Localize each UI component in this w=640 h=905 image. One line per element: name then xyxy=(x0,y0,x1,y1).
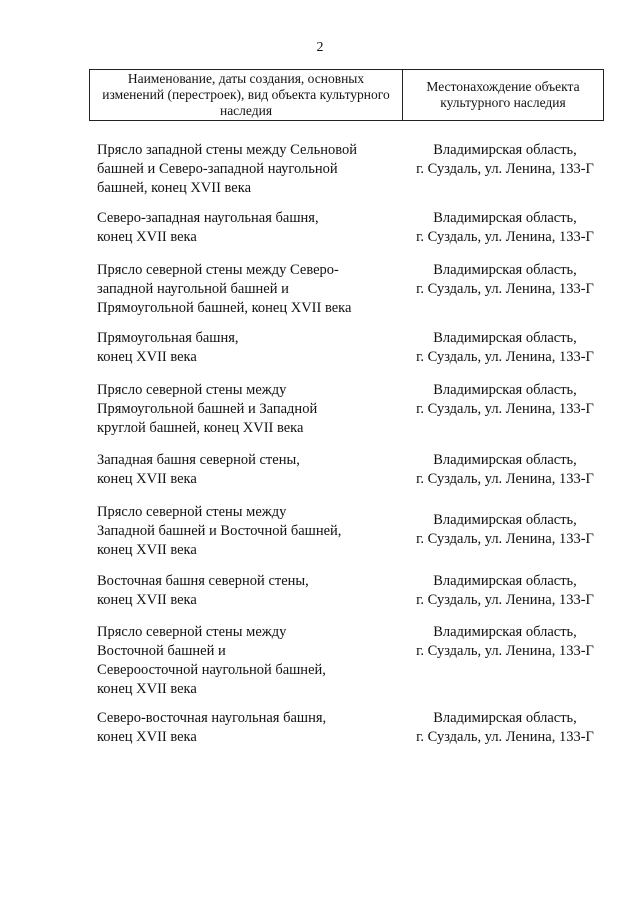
object-name: Прясло северной стены между Восточной башней и Североосточной наугольной башней, конец XVII века xyxy=(97,624,326,697)
object-name: Прясло северной стены между Западной башней и Восточной башней, конец XVII века xyxy=(97,504,342,558)
table-header xyxy=(89,69,604,121)
object-location: Владимирская область, г. Суздаль, ул. Ленина, 133-Г xyxy=(416,262,594,297)
object-location: Владимирская область, г. Суздаль, ул. Ленина, 133-Г xyxy=(416,330,594,365)
object-location: Владимирская область, г. Суздаль, ул. Ленина, 133-Г xyxy=(416,710,594,745)
object-name: Северо-западная наугольная башня, конец XVII века xyxy=(97,210,319,245)
header-location-column xyxy=(403,70,603,120)
object-location: Владимирская область, г. Суздаль, ул. Ленина, 133-Г xyxy=(416,452,594,487)
object-location: Владимирская область, г. Суздаль, ул. Ленина, 133-Г xyxy=(416,210,594,245)
object-location: Владимирская область, г. Суздаль, ул. Ленина, 133-Г xyxy=(416,382,594,417)
object-name: Северо-восточная наугольная башня, конец XVII века xyxy=(97,710,327,745)
object-location: Владимирская область, г. Суздаль, ул. Ленина, 133-Г xyxy=(416,142,594,177)
page-number: 2 xyxy=(316,40,324,55)
header-name-label: Наименование, даты создания, основных изменений (перестроек), вид объекта культурного наследия xyxy=(102,71,390,118)
object-name: Прямоугольная башня, конец XVII века xyxy=(97,330,239,365)
object-location: Владимирская область, г. Суздаль, ул. Ленина, 133-Г xyxy=(416,512,594,547)
object-name: Восточная башня северной стены, конец XVII века xyxy=(97,573,309,608)
header-location-label: Местонахождение объекта культурного наследия xyxy=(426,79,580,110)
object-name: Прясло северной стены между Северо- западной наугольной башней и Прямоугольной башней, конец XVII века xyxy=(97,262,352,316)
object-location: Владимирская область, г. Суздаль, ул. Ленина, 133-Г xyxy=(416,624,594,659)
object-location: Владимирская область, г. Суздаль, ул. Ленина, 133-Г xyxy=(416,573,594,608)
object-name: Западная башня северной стены, конец XVII века xyxy=(97,452,300,487)
object-name: Прясло западной стены между Сельновой башней и Северо-западной наугольной башней, конец XVII века xyxy=(97,142,357,196)
object-name: Прясло северной стены между Прямоугольной башней и Западной круглой башней, конец XVII века xyxy=(97,382,318,436)
header-name-column xyxy=(90,70,403,120)
